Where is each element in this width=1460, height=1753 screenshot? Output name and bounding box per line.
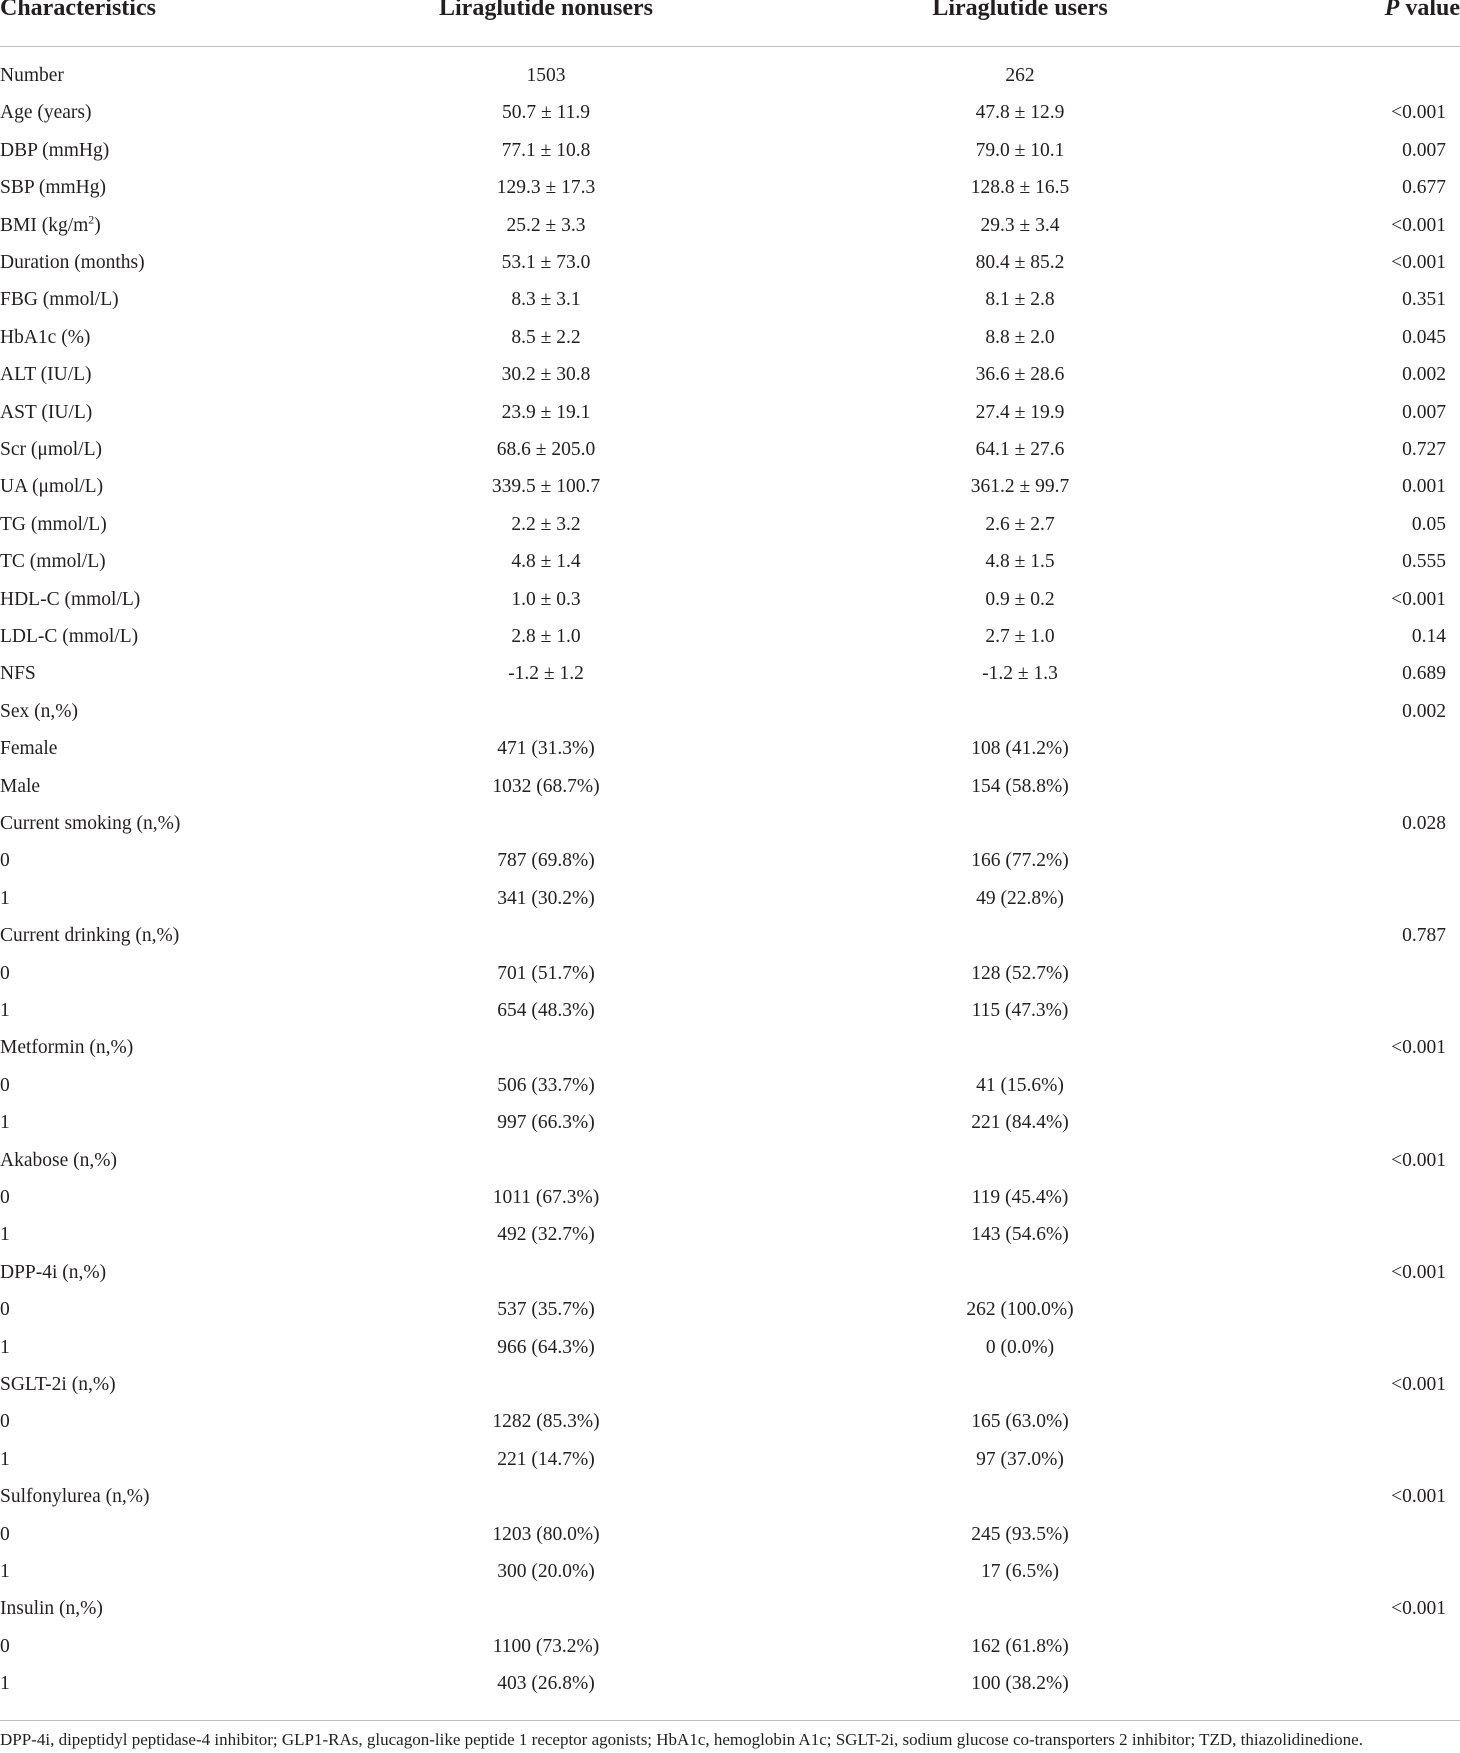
table-row <box>0 545 1460 582</box>
row-nonusers-value: 300 (20.0%) <box>497 1561 595 1582</box>
row-label: 1 <box>0 1448 10 1470</box>
row-users-value: 262 <box>1005 65 1035 86</box>
table-row <box>0 1405 1460 1442</box>
row-p-value: <0.001 <box>1391 1374 1446 1395</box>
row-p-value: <0.001 <box>1391 1149 1446 1171</box>
row-label: Metformin (n,%) <box>0 1037 134 1059</box>
table-row <box>0 1031 1460 1068</box>
row-nonusers-value: -1.2 ± 1.2 <box>508 663 584 685</box>
header-characteristics: Characteristics <box>0 0 156 21</box>
row-label: Female <box>0 738 58 760</box>
row-users-value: 262 (100.0%) <box>966 1299 1074 1321</box>
row-nonusers-value: 654 (48.3%) <box>497 1000 595 1021</box>
row-nonusers-value: 53.1 ± 73.0 <box>501 252 591 273</box>
row-users-value: 27.4 ± 19.9 <box>975 401 1065 423</box>
table-row <box>0 957 1460 994</box>
row-label: Insulin (n,%) <box>0 1598 103 1620</box>
table-row <box>0 1106 1460 1143</box>
table-row <box>0 1256 1460 1293</box>
row-label: Scr (μmol/L) <box>0 439 102 460</box>
row-label: TC (mmol/L) <box>0 551 106 573</box>
table-footnote: DPP-4i, dipeptidyl peptidase-4 inhibitor; GLP1-RAs, glucagon-like peptide 1 receptor agonists; HbA1c, hemoglobin A1c; SGLT-2i, sodium glucose co-transporters 2 inhibitor; TZD, thiazolidinedione. <box>0 1730 1363 1749</box>
table-row <box>0 1181 1460 1218</box>
row-label: 0 <box>0 1411 10 1433</box>
table-row <box>0 1069 1460 1106</box>
table-row <box>0 396 1460 433</box>
row-users-value: 49 (22.8%) <box>976 887 1064 909</box>
row-label: Sex (n,%) <box>0 700 78 722</box>
row-nonusers-value: 1503 <box>526 65 566 86</box>
row-users-value: 128 (52.7%) <box>971 962 1069 984</box>
row-users-value: 0.9 ± 0.2 <box>985 588 1055 610</box>
row-label: Akabose (n,%) <box>0 1149 117 1171</box>
table-row <box>0 770 1460 807</box>
row-label: DPP-4i (n,%) <box>0 1261 107 1283</box>
table-row <box>0 1518 1460 1555</box>
row-p-value: 0.007 <box>1402 401 1446 423</box>
table-row <box>0 59 1460 96</box>
row-users-value: 64.1 ± 27.6 <box>975 439 1065 460</box>
row-label: NFS <box>0 663 36 685</box>
table-row <box>0 1480 1460 1517</box>
row-users-value: 100 (38.2%) <box>971 1673 1069 1695</box>
table-row <box>0 1592 1460 1629</box>
row-users-value: 8.8 ± 2.0 <box>985 326 1055 348</box>
bmi-superscript: 2 <box>88 212 95 227</box>
row-label: Number <box>0 65 64 86</box>
row-label: 1 <box>0 1336 10 1358</box>
table-row <box>0 171 1460 208</box>
row-p-value: 0.689 <box>1402 663 1446 685</box>
table-row <box>0 732 1460 769</box>
table-row <box>0 620 1460 657</box>
row-label: DBP (mmHg) <box>0 139 110 161</box>
row-nonusers-value: 492 (32.7%) <box>497 1224 595 1246</box>
row-label: 0 <box>0 962 10 984</box>
row-nonusers-value: 23.9 ± 19.1 <box>501 401 591 423</box>
row-nonusers-value: 2.8 ± 1.0 <box>511 626 581 647</box>
row-label: Current smoking (n,%) <box>0 813 181 834</box>
row-nonusers-value: 4.8 ± 1.4 <box>511 551 581 573</box>
row-users-value: 79.0 ± 10.1 <box>975 139 1065 161</box>
row-p-value: <0.001 <box>1391 252 1446 273</box>
row-nonusers-value: 403 (26.8%) <box>497 1673 595 1695</box>
row-p-value: <0.001 <box>1391 102 1446 124</box>
row-nonusers-value: 339.5 ± 100.7 <box>491 476 601 498</box>
row-users-value: 17 (6.5%) <box>981 1561 1059 1582</box>
table-row <box>0 844 1460 881</box>
row-users-value: 221 (84.4%) <box>971 1112 1069 1134</box>
row-label: Duration (months) <box>0 252 145 273</box>
table-row <box>0 433 1460 470</box>
row-users-value: 119 (45.4%) <box>971 1187 1069 1208</box>
row-label: 1 <box>0 1112 10 1134</box>
row-nonusers-value: 506 (33.7%) <box>497 1074 595 1096</box>
row-label: 1 <box>0 1000 10 1021</box>
row-p-value: <0.001 <box>1391 1486 1446 1508</box>
row-nonusers-value: 50.7 ± 11.9 <box>502 102 590 124</box>
row-label: SBP (mmHg) <box>0 177 107 199</box>
row-users-value: 165 (63.0%) <box>971 1411 1069 1433</box>
table-row <box>0 657 1460 694</box>
row-label: ALT (IU/L) <box>0 364 92 386</box>
row-label: 1 <box>0 1224 10 1246</box>
row-users-value: 36.6 ± 28.6 <box>975 364 1065 386</box>
table-header-row <box>0 0 1460 47</box>
row-label: 0 <box>0 850 10 872</box>
row-p-value: <0.001 <box>1391 214 1446 236</box>
row-label: Male <box>0 775 41 797</box>
row-label: BMI $(kg/m^2)$ <box>0 212 101 236</box>
row-nonusers-value: 537 (35.7%) <box>497 1299 595 1321</box>
row-p-value: 0.05 <box>1411 513 1446 535</box>
row-label: 1 <box>0 887 10 909</box>
row-label: 1 <box>0 1561 10 1582</box>
row-label: LDL-C (mmol/L) <box>0 626 139 647</box>
row-label: SGLT-2i (n,%) <box>0 1374 116 1395</box>
row-nonusers-value: 77.1 ± 10.8 <box>501 139 591 161</box>
row-p-value: 0.351 <box>1402 289 1446 311</box>
table-row <box>0 134 1460 171</box>
row-label: Sulfonylurea (n,%) <box>0 1486 150 1508</box>
row-users-value: 97 (37.0%) <box>976 1448 1064 1470</box>
row-users-value: 80.4 ± 85.2 <box>975 252 1065 273</box>
row-users-value: 154 (58.8%) <box>971 775 1069 797</box>
table-row <box>0 283 1460 320</box>
table-row <box>0 695 1460 732</box>
header-p-italic: P <box>1384 0 1400 21</box>
row-users-value: 166 (77.2%) <box>971 850 1069 872</box>
row-label: FBG (mmol/L) <box>0 289 119 311</box>
row-users-value: 108 (41.2%) <box>971 738 1069 760</box>
row-nonusers-value: 1011 (67.3%) <box>492 1187 600 1208</box>
row-label: 0 <box>0 1299 10 1321</box>
table-row <box>0 1630 1460 1667</box>
row-label: 0 <box>0 1523 10 1545</box>
table-row <box>0 358 1460 395</box>
row-nonusers-value: 966 (64.3%) <box>497 1336 595 1358</box>
row-nonusers-value: 2.2 ± 3.2 <box>511 513 581 535</box>
row-label: UA (μmol/L) <box>0 476 104 498</box>
row-users-value: 128.8 ± 16.5 <box>970 177 1070 199</box>
header-nonusers: Liraglutide nonusers <box>438 0 654 21</box>
table-row <box>0 919 1460 956</box>
row-p-value: 0.677 <box>1402 177 1446 199</box>
table-row <box>0 583 1460 620</box>
row-nonusers-value: 25.2 ± 3.3 <box>506 214 586 236</box>
row-users-value: 0 (0.0%) <box>985 1336 1055 1358</box>
row-nonusers-value: 30.2 ± 30.8 <box>501 364 591 386</box>
row-nonusers-value: 1282 (85.3%) <box>492 1411 600 1433</box>
row-nonusers-value: 787 (69.8%) <box>497 850 595 872</box>
row-p-value: <0.001 <box>1391 1598 1446 1620</box>
table-row <box>0 1555 1460 1592</box>
header-p-rest: value <box>1399 0 1460 21</box>
row-p-value: <0.001 <box>1391 588 1446 610</box>
header-users: Liraglutide users <box>932 0 1108 21</box>
table-row <box>0 1218 1460 1255</box>
row-p-value: 0.787 <box>1402 925 1446 947</box>
table-row <box>0 1667 1460 1704</box>
table-row <box>0 882 1460 919</box>
table-row <box>0 1368 1460 1405</box>
row-p-value: <0.001 <box>1391 1037 1446 1059</box>
row-users-value: 41 (15.6%) <box>976 1074 1064 1096</box>
table-row <box>0 246 1460 283</box>
row-p-value: 0.555 <box>1402 551 1446 573</box>
row-p-value: <0.001 <box>1391 1261 1446 1283</box>
table-bottom-rule <box>0 1720 1460 1721</box>
row-p-value: 0.001 <box>1402 476 1446 498</box>
row-label: 0 <box>0 1635 10 1657</box>
row-p-value: 0.002 <box>1402 364 1446 386</box>
row-users-value: 2.7 ± 1.0 <box>985 626 1055 647</box>
row-label: 1 <box>0 1673 10 1695</box>
row-p-value: 0.007 <box>1402 139 1446 161</box>
table-row <box>0 209 1460 246</box>
table-row <box>0 321 1460 358</box>
row-label: Age (years) <box>0 102 92 124</box>
row-users-value: 115 (47.3%) <box>971 1000 1069 1021</box>
row-users-value: -1.2 ± 1.3 <box>982 663 1058 685</box>
row-p-value: 0.727 <box>1402 439 1446 460</box>
table-row <box>0 1293 1460 1330</box>
row-label: 0 <box>0 1187 10 1208</box>
row-nonusers-value: 8.3 ± 3.1 <box>511 289 581 311</box>
row-users-value: 245 (93.5%) <box>971 1523 1069 1545</box>
row-label: AST (IU/L) <box>0 401 93 423</box>
row-label: TG (mmol/L) <box>0 513 107 535</box>
row-nonusers-value: 221 (14.7%) <box>497 1448 595 1470</box>
row-nonusers-value: 68.6 ± 205.0 <box>496 439 596 460</box>
row-nonusers-value: 1.0 ± 0.3 <box>511 588 581 610</box>
header-p-value <box>1385 0 1460 22</box>
row-p-value: 0.045 <box>1402 326 1446 348</box>
table-row <box>0 508 1460 545</box>
row-users-value: 361.2 ± 99.7 <box>970 476 1070 498</box>
table-row <box>0 1144 1460 1181</box>
row-p-value: 0.002 <box>1402 700 1446 722</box>
row-nonusers-value: 8.5 ± 2.2 <box>511 326 581 348</box>
row-nonusers-value: 341 (30.2%) <box>497 887 595 909</box>
table-row <box>0 1443 1460 1480</box>
row-label: Current drinking (n,%) <box>0 925 180 947</box>
table-row <box>0 994 1460 1031</box>
row-nonusers-value: 129.3 ± 17.3 <box>496 177 596 199</box>
table-row <box>0 96 1460 133</box>
row-p-value: 0.028 <box>1402 813 1446 834</box>
row-users-value: 29.3 ± 3.4 <box>980 214 1060 236</box>
row-users-value: 4.8 ± 1.5 <box>985 551 1055 573</box>
table-row <box>0 807 1460 844</box>
row-nonusers-value: 701 (51.7%) <box>497 962 595 984</box>
row-nonusers-value: 471 (31.3%) <box>497 738 595 760</box>
row-nonusers-value: 1203 (80.0%) <box>492 1523 600 1545</box>
table-row <box>0 470 1460 507</box>
row-nonusers-value: 997 (66.3%) <box>497 1112 595 1134</box>
row-label: 0 <box>0 1074 10 1096</box>
row-label: HbA1c (%) <box>0 326 91 348</box>
row-users-value: 143 (54.6%) <box>971 1224 1069 1246</box>
row-nonusers-value: 1032 (68.7%) <box>492 775 600 797</box>
row-label: HDL-C (mmol/L) <box>0 588 141 610</box>
row-users-value: 47.8 ± 12.9 <box>975 102 1065 124</box>
row-users-value: 2.6 ± 2.7 <box>985 513 1055 535</box>
row-nonusers-value: 1100 (73.2%) <box>492 1635 600 1657</box>
row-p-value: 0.14 <box>1411 626 1446 647</box>
table-row <box>0 1331 1460 1368</box>
row-users-value: 162 (61.8%) <box>971 1635 1069 1657</box>
row-users-value: 8.1 ± 2.8 <box>985 289 1055 311</box>
